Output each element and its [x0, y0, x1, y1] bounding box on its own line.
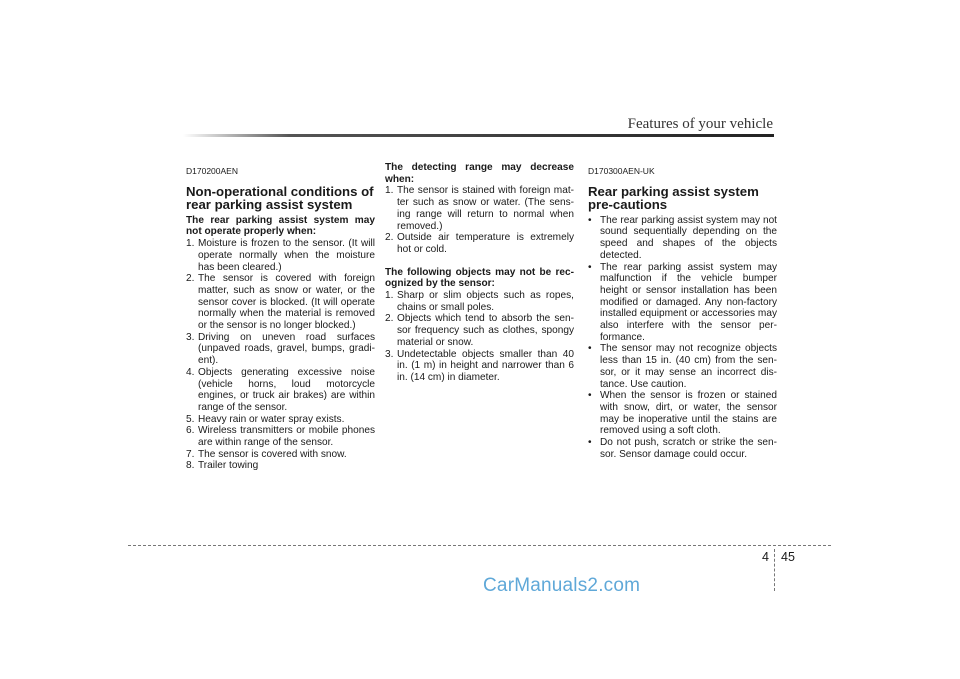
list-item [385, 185, 574, 232]
item-number: 1. [186, 238, 195, 250]
item-number: 2. [385, 313, 394, 325]
item-text: Driving on uneven road surfaces (unpaved roads, gravel, bumps, gradi-ent). [198, 331, 375, 367]
footer-rule [128, 545, 831, 546]
item-number: 4. [186, 366, 195, 378]
list-item [186, 414, 375, 426]
item-text: Trailer towing [198, 460, 259, 472]
watermark-link[interactable]: CarManuals2.com [483, 575, 641, 596]
list-item [385, 349, 574, 384]
item-text: The sensor is covered with foreign matter, such as snow or water, or the sensor cover is blocked. (It will operate normally when the material is removed or the sensor is no longer blocked.) [198, 273, 375, 332]
item-text: The sensor is covered with snow. [198, 448, 347, 460]
list-item [588, 215, 777, 262]
list-item [186, 238, 375, 273]
list-item [385, 232, 574, 255]
section-heading: Rear parking assist system pre-cautions [588, 183, 759, 212]
item-text: The sensor is stained with foreign mat-ter such as snow or water. (The sens-ing range will return to normal when removed.) [397, 185, 574, 232]
section-code: D170300AEN-UK [588, 166, 655, 176]
item-number: 3. [186, 331, 195, 343]
item-text: Objects generating excessive noise (vehicle horns, loud motorcycle engines, or truck air brakes) are within range of the sensor. [198, 366, 375, 413]
list-item [588, 390, 777, 437]
list-item [186, 425, 375, 448]
detecting-range-subheading: The detecting range may decrease when: [385, 162, 574, 185]
bullet-icon: • [588, 343, 592, 355]
list-item [385, 290, 574, 313]
page-header-title: Features of your vehicle [627, 116, 773, 132]
item-number: 8. [186, 460, 195, 472]
chapter-number: 4 [762, 550, 769, 564]
item-text: The rear parking assist system may malfunction if the vehicle bumper height or sensor installation has been modified or damaged. Any non-factory installed equipment or accessories may also interfere with the sensor per-formance. [600, 261, 777, 343]
footer-divider [774, 549, 775, 591]
list-item [385, 313, 574, 348]
item-text: Sharp or slim objects such as ropes, chains or small poles. [397, 290, 574, 313]
bullet-icon: • [588, 261, 592, 273]
item-text: The sensor may not recognize objects less than 15 in. (40 cm) from the sen-sor, or it may sense an incorrect dis-tance. Use caution. [600, 343, 777, 390]
item-number: 7. [186, 448, 195, 460]
section-heading: Non-operational conditions of rear parking assist system [186, 183, 374, 212]
item-number: 1. [385, 185, 394, 197]
bullet-icon: • [588, 437, 592, 449]
item-text: Outside air temperature is extremely hot or cold. [397, 232, 574, 255]
section-subheading: The rear parking assist system may not operate properly when: [186, 214, 375, 238]
item-number: 6. [186, 425, 195, 437]
item-text: Heavy rain or water spray exists. [198, 413, 345, 425]
unrecognized-objects-subheading: The following objects may not be rec-ognized by the sensor: [385, 266, 574, 290]
unrecognized-objects-list [385, 290, 574, 384]
item-text: Undetectable objects smaller than 40 in. (1 m) in height and narrower than 6 in. (14 cm) in diameter. [397, 348, 574, 383]
item-number: 1. [385, 290, 394, 302]
item-number: 3. [385, 348, 394, 360]
item-number: 2. [186, 273, 195, 285]
list-item [588, 437, 777, 460]
list-item [186, 332, 375, 367]
item-number: 5. [186, 413, 195, 425]
precautions-list [588, 215, 777, 461]
list-item [186, 273, 375, 332]
item-text: Do not push, scratch or strike the sen-sor. Sensor damage could occur. [600, 437, 777, 460]
column-2 [385, 162, 574, 384]
item-text: The rear parking assist system may not sound sequentially depending on the speed and shapes of the objects detected. [600, 214, 777, 261]
list-item [588, 343, 777, 390]
column-3 [588, 162, 777, 460]
bullet-icon: • [588, 390, 592, 402]
item-number: 2. [385, 232, 394, 244]
list-item [186, 367, 375, 414]
list-item [588, 262, 777, 344]
detecting-range-list [385, 185, 574, 255]
list-item [186, 460, 375, 472]
header-rule [183, 134, 774, 137]
page-number: 45 [781, 550, 795, 564]
bullet-icon: • [588, 214, 592, 226]
item-text: Objects which tend to absorb the sen-sor frequency such as clothes, spongy material or snow. [397, 313, 574, 348]
section-code: D170200AEN [186, 166, 238, 176]
item-text: Wireless transmitters or mobile phones are within range of the sensor. [198, 425, 375, 449]
item-text: When the sensor is frozen or stained with snow, dirt, or water, the sensor may be inoperative until the stains are removed using a soft cloth. [600, 390, 777, 437]
condition-list [186, 238, 375, 472]
column-1 [186, 162, 375, 472]
item-text: Moisture is frozen to the sensor. (It will operate normally when the moisture has been cleared.) [198, 238, 375, 273]
list-item [186, 449, 375, 461]
